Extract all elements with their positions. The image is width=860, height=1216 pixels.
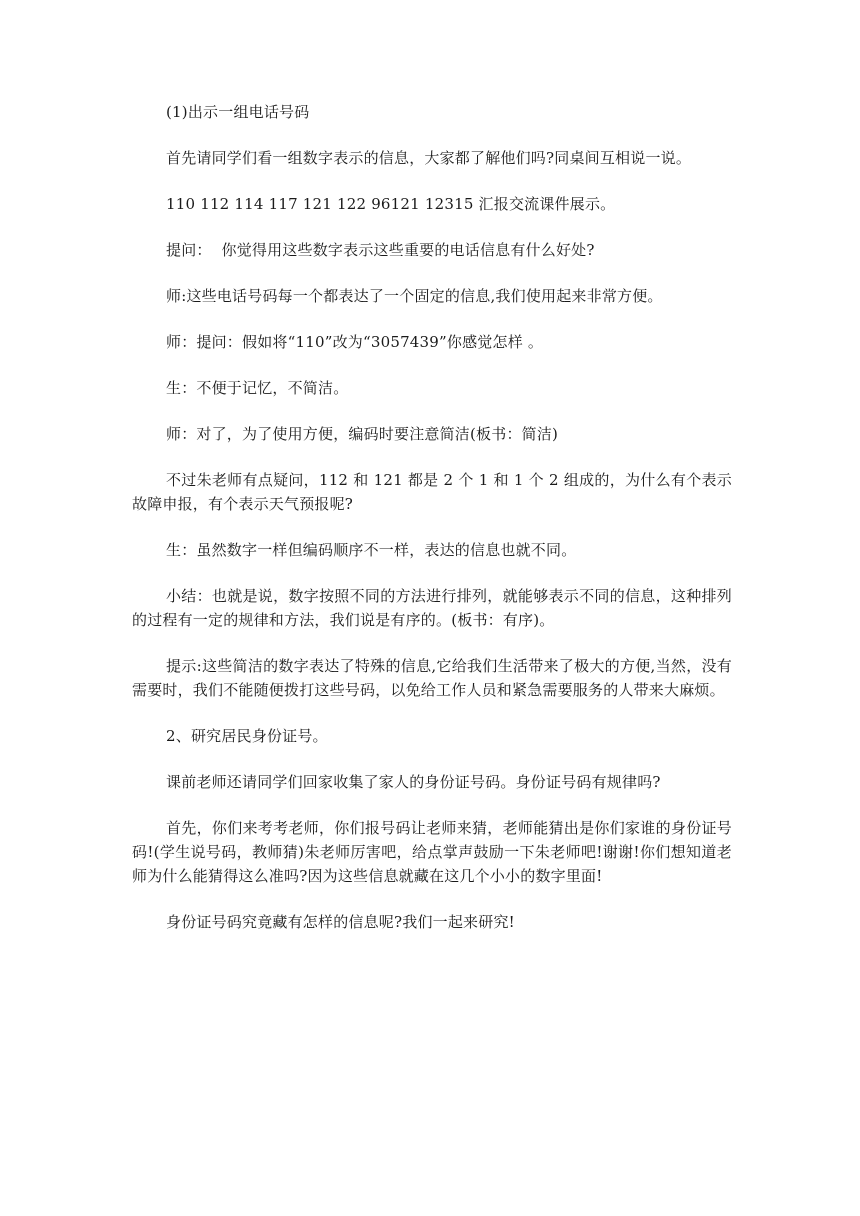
paragraph-research: 身份证号码究竟藏有怎样的信息呢?我们一起来研究! bbox=[166, 913, 515, 931]
paragraph-order-question: 不过朱老师有点疑问，112 和 121 都是 2 个 1 和 1 个 2 组成的，为什么有个表示故障申报，有个表示天气预报呢? bbox=[132, 471, 732, 513]
paragraph-summary: 小结：也就是说，数字按照不同的方法进行排列，就能够表示不同的信息，这种排列的过程有一定的规律和方法，我们说是有序的。(板书：有序)。 bbox=[132, 587, 732, 629]
document-body bbox=[132, 100, 732, 956]
paragraph-teacher-fixed-info: 师:这些电话号码每一个都表达了一个固定的信息,我们使用起来非常方便。 bbox=[166, 287, 663, 305]
paragraph-intro-question: 首先请同学们看一组数字表示的信息，大家都了解他们吗?同桌间互相说一说。 bbox=[166, 149, 692, 167]
paragraph-id-heading: 2、研究居民身份证号。 bbox=[166, 727, 328, 745]
paragraph-telephone-heading: (1)出示一组电话号码 bbox=[166, 103, 310, 121]
paragraph-guess-game: 首先，你们来考考老师，你们报号码让老师来猜，老师能猜出是你们家谁的身份证号码!(学生说号码，教师猜)朱老师厉害吧，给点掌声鼓励一下朱老师吧!谢谢!你们想知道老师为什么能猜得这么准吗?因为这些信息就藏在这几个小小的数字里面! bbox=[132, 819, 732, 885]
paragraph-phone-numbers: 110 112 114 117 121 122 96121 12315 汇报交流课件展示。 bbox=[166, 195, 616, 213]
paragraph-teacher-what-if: 师：提问：假如将“110”改为“3057439”你感觉怎样 。 bbox=[166, 333, 544, 351]
paragraph-student-order-answer: 生：虽然数字一样但编码顺序不一样，表达的信息也就不同。 bbox=[166, 541, 577, 559]
paragraph-tip: 提示:这些简洁的数字表达了特殊的信息,它给我们生活带来了极大的方便,当然，没有需要时，我们不能随便拨打这些号码，以免给工作人员和紧急需要服务的人带来大麻烦。 bbox=[132, 657, 732, 699]
paragraph-question-benefit: 提问： 你觉得用这些数字表示这些重要的电话信息有什么好处? bbox=[166, 241, 595, 259]
paragraph-teacher-concise: 师：对了，为了使用方便，编码时要注意简洁(板书：简洁) bbox=[166, 425, 559, 443]
paragraph-student-not-easy: 生：不便于记忆，不简洁。 bbox=[166, 379, 349, 397]
paragraph-id-collection: 课前老师还请同学们回家收集了家人的身份证号码。身份证号码有规律吗? bbox=[166, 773, 661, 791]
